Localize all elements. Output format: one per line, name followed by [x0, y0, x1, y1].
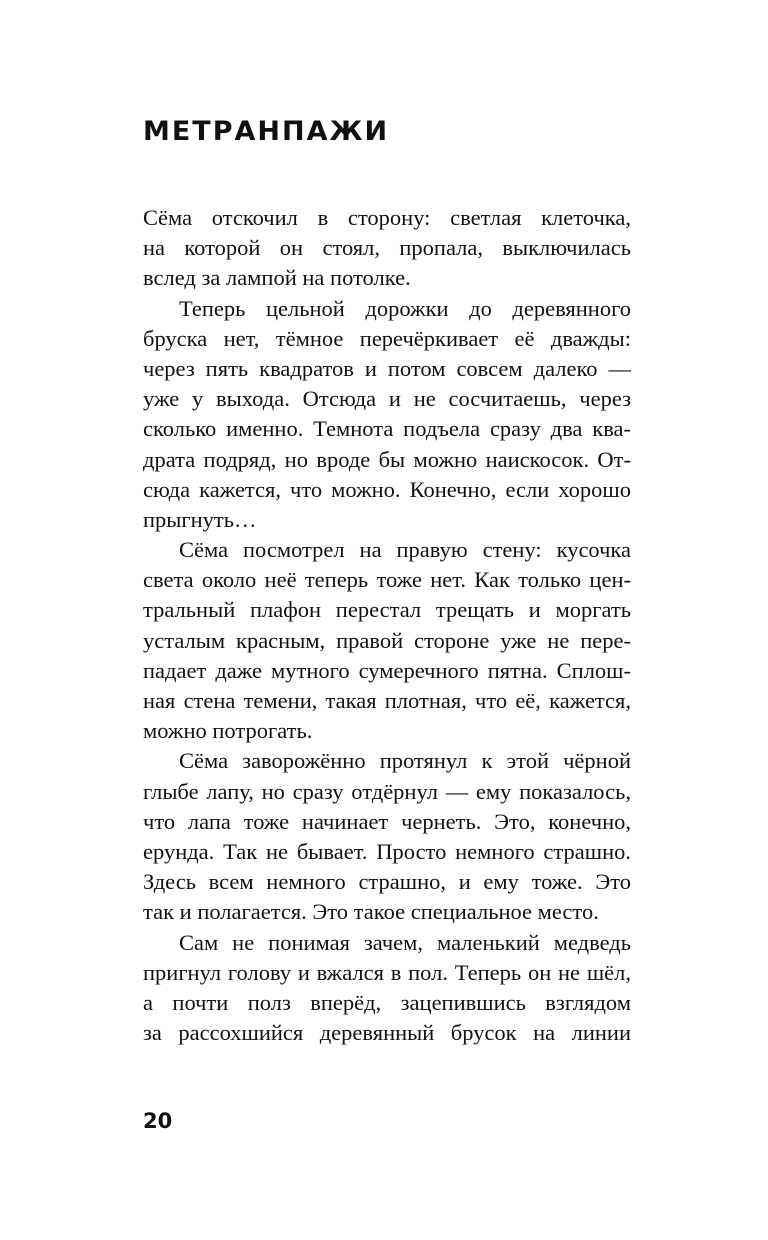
text-line: можно потрогать.	[143, 718, 313, 744]
text-line: ная стена темени, такая плотная, что её, кажется,	[143, 688, 631, 713]
text-line: уже у выхода. Отсюда и не сосчитаешь, через	[143, 386, 631, 412]
chapter-title: МЕТРАНПАЖИ	[143, 116, 390, 147]
text-line: падает даже мутного сумеречного пятна. Сплош-	[143, 657, 631, 683]
text-line: усталым красным, правой стороне уже не пере-	[143, 627, 631, 653]
page-number: 20	[143, 1109, 173, 1133]
text-line: Теперь цельной дорожки до деревянного	[179, 295, 631, 321]
text-line: пригнул голову и вжался в пол. Теперь он не шёл,	[143, 959, 631, 985]
text-line: через пять квадратов и потом совсем далеко —	[143, 355, 631, 381]
text-line: вслед за лампой на потолке.	[143, 265, 411, 291]
body-text	[143, 203, 631, 1048]
text-line: сюда кажется, что можно. Конечно, если хорошо	[143, 476, 631, 502]
text-line: так и полагается. Это такое специальное место.	[143, 899, 599, 925]
text-line: света около неё теперь тоже нет. Как только цен-	[143, 567, 631, 593]
text-line: Сам не понимая зачем, маленький медведь	[179, 929, 631, 955]
text-line: ерунда. Так не бывает. Просто немного страшно.	[143, 838, 631, 864]
text-line: тральный плафон перестал трещать и моргать	[143, 597, 631, 623]
text-line: что лапа тоже начинает чернеть. Это, конечно,	[143, 808, 631, 834]
text-line: Сёма отскочил в сторону: светлая клеточка,	[143, 205, 631, 230]
text-line: глыбе лапу, но сразу отдёрнул — ему показалось,	[143, 778, 631, 804]
text-line: Сёма заворожённо протянул к этой чёрной	[179, 748, 631, 774]
text-line: а почти полз вперёд, зацепившись взглядом	[143, 989, 631, 1015]
text-line: драта подряд, но вроде бы можно наискосок. От-	[143, 446, 631, 472]
text-line: прыгнуть…	[143, 506, 257, 532]
text-line: за рассохшийся деревянный брусок на линии	[143, 1020, 631, 1046]
text-line: Сёма посмотрел на правую стену: кусочка	[179, 537, 631, 563]
text-line: на которой он стоял, пропала, выключилась	[143, 235, 631, 261]
text-line: сколько именно. Темнота подъела сразу два ква-	[143, 416, 631, 442]
text-line: Здесь всем немного страшно, и ему тоже. Это	[143, 869, 631, 895]
text-line: бруска нет, тёмное перечёркивает её дважды:	[143, 325, 631, 351]
